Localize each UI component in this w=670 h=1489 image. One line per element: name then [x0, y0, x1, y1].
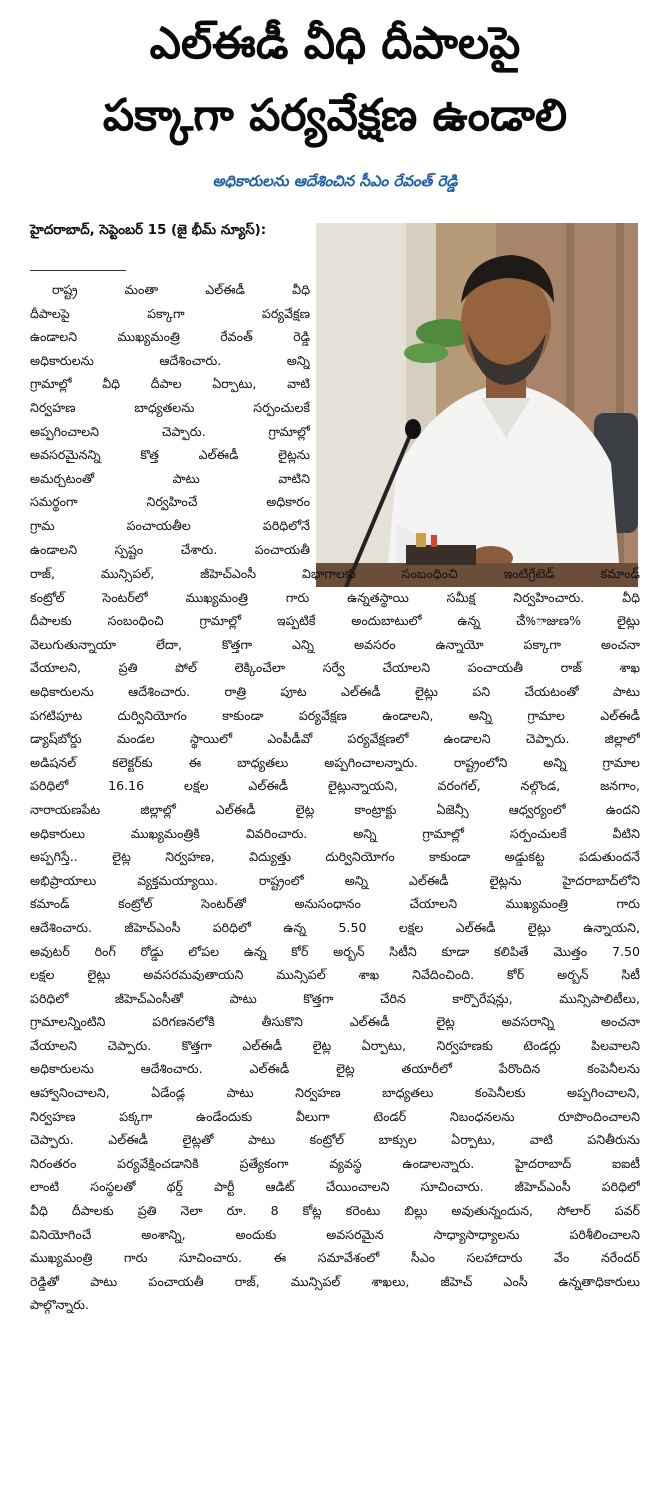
body-line: అడిషనల్ కలెక్టర్‌కు ఈ బాధ్యతలు అప్పగించాలన్నారు. రాష్ట్రంలోని అన్ని గ్రామాల [30, 754, 640, 770]
body-line: ముఖ్యమంత్రి గారు సూచించారు. ఈ సమావేశంలో సీఎం సలహాదారు వేం నరేందర్ [30, 1250, 640, 1266]
body-line: గ్రామాల్లో వీధి దీపాల ఏర్పాటు, వాటి [30, 376, 310, 392]
body-line: రాజ్, మున్సిపల్, జీహెచ్ఎంసీ విభాగాలకు సంబంధించి ఇంటిగ్రేటెడ్ కమాండ్ [30, 566, 640, 581]
body-line: చెప్పారు. ఎల్ఈడీ లైట్లతో పాటు కంట్రోల్ బాక్సుల ఏర్పాటు, వాటి పనితీరును [30, 1132, 640, 1148]
headline-line-1: ఎల్ఈడీ వీధి దీపాలపై [149, 18, 521, 69]
body-line: కంట్రోల్ సెంటర్‌లో ముఖ్యమంత్రి గారు ఉన్నతస్థాయి సమీక్ష నిర్వహించారు. వీధి [30, 589, 640, 605]
article-body-wide [30, 562, 640, 1317]
body-line: రెడ్డితో పాటు పంచాయతీ రాజ్, మున్సిపల్ శాఖలు, జీహెచ్ ఎంసీ ఉన్నతాధికారులు [30, 1273, 640, 1289]
body-line: వేయాలని చెప్పారు. కొత్తగా ఎల్ఈడీ లైట్ల ఏర్పాటు, నిర్వహణకు టెండర్లు పిలవాలని [30, 1037, 640, 1053]
body-line: నిర్వహణ బాధ్యతలను సర్పంచులకే [30, 399, 310, 415]
body-line: ఆహ్వానించాలని, ఏడేండ్ల పాటు నిర్వహణ బాధ్యతలు కంపెనీలకు అప్పగించాలని, [30, 1085, 640, 1101]
body-line: అభిప్రాయాలు వ్యక్తమయ్యాయి. రాష్ట్రంలో అన్ని ఎల్ఈడీ లైట్లను హైదరాబాద్‌లోని [30, 872, 640, 888]
news-photo [316, 223, 638, 587]
body-line: అప్పగిస్తే.. లైట్ల నిర్వహణ, విద్యుత్తు దుర్వినియోగం కాకుండా అడ్డుకట్ట పడుతుందనే [30, 849, 640, 865]
body-line: లాంటి సంస్థలతో థర్డ్ పార్టీ ఆడిట్ చేయించాలని సూచించారు. జీహెచ్ఎంసీ పరిధిలో [30, 1179, 640, 1195]
body-line: డ్యాష్‌బోర్డు మండల స్థాయిలో ఎంపీడీవో పర్యవేక్షణలో ఉండాలని చెప్పారు. జిల్లాలో [30, 731, 640, 747]
dateline-rule [30, 270, 126, 271]
subheadline: అధికారులను ఆదేశించిన సీఎం రేవంత్ రెడ్డి [212, 172, 458, 190]
body-line: పరిధిలో 16.16 లక్షల ఎల్ఈడీ లైట్లున్నాయని, వరంగల్, నల్గొండ, జనగాం, [30, 778, 640, 794]
body-line: సమర్థంగా నిర్వహించే అధికారం [30, 494, 310, 510]
dateline: హైదరాబాద్, సెప్టెంబర్ 15 (జై భీమ్ న్యూస్): [30, 223, 267, 238]
body-line: దీపాలకు సంబంధించి గ్రామాల్లో ఇప్పటికే అందుబాటులో ఉన్న ౘ%ాజుణ% లైట్లు [30, 613, 640, 629]
body-line: గ్రామ పంచాయతీల పరిధిలోనే [30, 517, 310, 533]
body-line: పరిధిలో జీహెచ్ఎంసీతో పాటు కొత్తగా చేరిన కార్పొరేషన్లు, మున్సిపాలిటీలు, [30, 990, 640, 1006]
body-line: ఆదేశించారు. జీహెచ్ఎంసీ పరిధిలో ఉన్న 5.50 లక్షల ఎల్ఈడీ లైట్లు ఉన్నాయని, [30, 919, 640, 935]
body-line: అధికారులను ఆదేశించారు. ఎల్ఈడీ లైట్ల తయారీలో పేరొందిన కంపెనీలను [30, 1061, 640, 1077]
body-line: వీధి దీపాలకు ప్రతి నెలా రూ. 8 కోట్ల కరెంటు బిల్లు అవుతున్నందున, సోలార్ పవర్ [30, 1203, 640, 1219]
body-line: గ్రామాలన్నింటిని పరిగణనలోకి తీసుకొని ఎల్ఈడీ లైట్ల అవసరాన్ని అంచనా [30, 1014, 640, 1030]
body-line: అమర్చటంతో పాటు వాటిని [30, 470, 310, 486]
body-line: రాష్ట్ర మంతా ఎల్ఈడీ వీధి [52, 282, 310, 297]
body-line: కమాండ్ కంట్రోల్ సెంటర్‌తో అనుసంధానం చేయాలని ముఖ్యమంత్రి గారు [30, 896, 640, 912]
body-line: అవసరమైనన్ని కొత్త ఎల్ఈడీ లైట్లను [30, 447, 310, 463]
body-line: నిరంతరం పర్యవేక్షించడానికి ప్రత్యేకంగా వ్యవస్థ ఉండాలన్నారు. హైదరాబాద్ ఐఐటీ [30, 1155, 640, 1171]
body-line: అధికారులను ఆదేశించారు. అన్ని [30, 352, 310, 368]
body-line: వేయాలని, ప్రతి పోల్ లెక్కించేలా సర్వే చేయాలని పంచాయతీ రాజ్ శాఖ [30, 660, 640, 676]
body-line: పగటిపూట దుర్వినియోగం కాకుండా పర్యవేక్షణ ఉండాలని, అన్ని గ్రామాల ఎల్ఈడీ [30, 707, 640, 723]
body-line: ఉండాలని ముఖ్యమంత్రి రేవంత్ రెడ్డి [30, 329, 310, 345]
body-line: అధికారులను ఆదేశించారు. రాత్రి పూట ఎల్ఈడీ లైట్లు పని చేయటంతో పాటు [30, 683, 640, 699]
body-line: పాల్గొన్నారు. [30, 1297, 89, 1313]
body-line: లక్షల లైట్లు అవసరమవుతాయని మున్సిపల్ శాఖ నివేదించింది. కోర్ అర్బన్ సిటీ [30, 967, 640, 983]
body-line: వెలుగుతున్నాయా లేదా, కొత్తగా ఎన్ని అవసరం ఉన్నాయో పక్కాగా అంచనా [30, 636, 640, 652]
body-line: ఉండాలని స్పష్టం చేశారు. పంచాయతీ [30, 541, 310, 557]
article-body-narrow [30, 278, 310, 561]
body-line: నారాయణపేట జిల్లాల్లో ఎల్ఈడీ లైట్ల కాంట్రాక్టు ఏజెన్సీ ఆధ్వర్యంలో ఉందని [30, 801, 640, 817]
body-line: అధికారులు ముఖ్యమంత్రికి వివరించారు. అన్ని గ్రామాల్లో సర్పంచులకే వీటిని [30, 825, 640, 841]
body-line: నిర్వహణ పక్కగా ఉండేందుకు వీలుగా టెండర్ నిబంధనలను రూపొందించాలని [30, 1108, 640, 1124]
body-line: వినియోగించే అంశాన్ని, అందుకు అవసరమైన సాధ్యాసాధ్యాలను పరిశీలించాలని [30, 1226, 640, 1242]
body-line: అవుటర్ రింగ్ రోడ్డు లోపల ఉన్న కోర్ అర్బన్ సిటీని కూడా కలిపితే మొత్తం 7.50 [30, 943, 640, 959]
body-line: అప్పగించాలని చెప్పారు. గ్రామాల్లో [30, 423, 310, 439]
headline-line-2: పక్కాగా పర్యవేక్షణ ఉండాలి [102, 90, 568, 141]
body-line: దీపాలపై పక్కాగా పర్యవేక్షణ [30, 305, 310, 321]
person-photo-illustration [316, 223, 638, 587]
